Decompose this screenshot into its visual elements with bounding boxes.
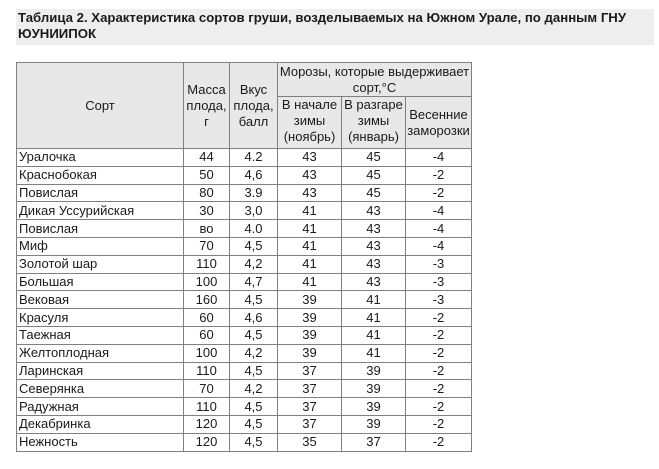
cell-mass: 160 [184,291,230,309]
cell-winter-peak: 45 [342,149,406,167]
cell-taste: 4,2 [230,380,278,398]
cell-winter-start: 37 [278,380,342,398]
table-row [17,166,472,184]
cell-variety: Большая [17,273,184,291]
table-row [17,220,472,238]
table-row [17,433,472,451]
cell-winter-peak: 39 [342,380,406,398]
cell-spring-frost: -2 [406,415,472,433]
header-mass: Масса плода, г [184,63,230,149]
cell-spring-frost: -3 [406,291,472,309]
cell-mass: 70 [184,237,230,255]
cell-winter-start: 35 [278,433,342,451]
cell-spring-frost: -2 [406,362,472,380]
cell-winter-start: 37 [278,362,342,380]
cell-variety: Красуля [17,309,184,327]
cell-winter-peak: 41 [342,291,406,309]
table-title: Таблица 2. Характеристика сортов груши, возделываемых на Южном Урале, по данным ГНУ ЮУНИИПОК [18,10,627,41]
cell-taste: 4,2 [230,255,278,273]
cell-variety: Нежность [17,433,184,451]
cell-variety: Вековая [17,291,184,309]
cell-mass: 50 [184,166,230,184]
table-row [17,380,472,398]
cell-variety: Повислая [17,184,184,202]
header-variety: Сорт [17,63,184,149]
cell-winter-start: 43 [278,166,342,184]
table-row [17,362,472,380]
cell-taste: 3.9 [230,184,278,202]
cell-spring-frost: -2 [406,166,472,184]
pear-varieties-table [16,62,472,452]
table-row [17,255,472,273]
cell-winter-start: 41 [278,220,342,238]
cell-taste: 3,0 [230,202,278,220]
table-row [17,184,472,202]
cell-winter-peak: 41 [342,326,406,344]
cell-taste: 4,2 [230,344,278,362]
cell-mass: 60 [184,326,230,344]
cell-mass: 100 [184,273,230,291]
table-row [17,398,472,416]
cell-winter-start: 41 [278,237,342,255]
cell-taste: 4,5 [230,433,278,451]
cell-variety: Краснобокая [17,166,184,184]
table-row [17,344,472,362]
cell-taste: 4,7 [230,273,278,291]
cell-mass: во [184,220,230,238]
cell-spring-frost: -2 [406,433,472,451]
cell-winter-peak: 39 [342,398,406,416]
cell-mass: 60 [184,309,230,327]
cell-winter-peak: 45 [342,184,406,202]
cell-winter-peak: 45 [342,166,406,184]
cell-winter-start: 41 [278,273,342,291]
cell-mass: 80 [184,184,230,202]
cell-winter-start: 41 [278,255,342,273]
cell-winter-peak: 43 [342,202,406,220]
cell-taste: 4,5 [230,415,278,433]
cell-mass: 100 [184,344,230,362]
table-body [17,149,472,452]
cell-spring-frost: -2 [406,184,472,202]
cell-winter-start: 39 [278,309,342,327]
cell-winter-start: 39 [278,291,342,309]
cell-winter-peak: 41 [342,309,406,327]
header-taste: Вкус плода, балл [230,63,278,149]
cell-variety: Таежная [17,326,184,344]
cell-spring-frost: -2 [406,398,472,416]
cell-winter-start: 37 [278,398,342,416]
table-row [17,237,472,255]
cell-winter-peak: 43 [342,255,406,273]
cell-winter-start: 37 [278,415,342,433]
cell-mass: 110 [184,362,230,380]
cell-mass: 110 [184,255,230,273]
cell-spring-frost: -4 [406,237,472,255]
table-row [17,291,472,309]
table-row [17,273,472,291]
table-row [17,309,472,327]
cell-winter-start: 43 [278,184,342,202]
cell-winter-peak: 39 [342,362,406,380]
cell-spring-frost: -2 [406,344,472,362]
cell-taste: 4.0 [230,220,278,238]
cell-winter-peak: 37 [342,433,406,451]
header-spring-frost: Весенние заморозки [406,97,472,149]
cell-variety: Дикая Уссурийская [17,202,184,220]
table-row [17,326,472,344]
cell-spring-frost: -4 [406,202,472,220]
cell-winter-start: 39 [278,344,342,362]
cell-mass: 44 [184,149,230,167]
cell-variety: Ларинская [17,362,184,380]
table-row [17,415,472,433]
header-winter-start: В начале зимы (ноябрь) [278,97,342,149]
cell-mass: 110 [184,398,230,416]
cell-taste: 4.2 [230,149,278,167]
cell-taste: 4,5 [230,291,278,309]
cell-taste: 4,5 [230,398,278,416]
cell-variety: Уралочка [17,149,184,167]
cell-variety: Золотой шар [17,255,184,273]
cell-spring-frost: -3 [406,255,472,273]
cell-winter-peak: 43 [342,237,406,255]
cell-winter-peak: 43 [342,273,406,291]
cell-taste: 4,5 [230,326,278,344]
cell-winter-peak: 43 [342,220,406,238]
cell-spring-frost: -2 [406,309,472,327]
cell-spring-frost: -3 [406,273,472,291]
cell-spring-frost: -2 [406,380,472,398]
cell-variety: Северянка [17,380,184,398]
cell-variety: Радужная [17,398,184,416]
cell-winter-start: 43 [278,149,342,167]
cell-spring-frost: -2 [406,326,472,344]
cell-variety: Повислая [17,220,184,238]
cell-mass: 120 [184,415,230,433]
cell-mass: 30 [184,202,230,220]
cell-variety: Декабринка [17,415,184,433]
cell-taste: 4,6 [230,166,278,184]
cell-variety: Миф [17,237,184,255]
cell-winter-peak: 39 [342,415,406,433]
cell-taste: 4,6 [230,309,278,327]
cell-mass: 120 [184,433,230,451]
header-winter-peak: В разгаре зимы (январь) [342,97,406,149]
cell-mass: 70 [184,380,230,398]
table-row [17,202,472,220]
cell-variety: Желтоплодная [17,344,184,362]
cell-spring-frost: -4 [406,220,472,238]
table-row [17,149,472,167]
cell-winter-start: 39 [278,326,342,344]
cell-winter-start: 41 [278,202,342,220]
cell-taste: 4,5 [230,237,278,255]
cell-winter-peak: 41 [342,344,406,362]
cell-taste: 4,5 [230,362,278,380]
header-frost-group: Морозы, которые выдерживает сорт,°С [278,63,472,97]
cell-spring-frost: -4 [406,149,472,167]
